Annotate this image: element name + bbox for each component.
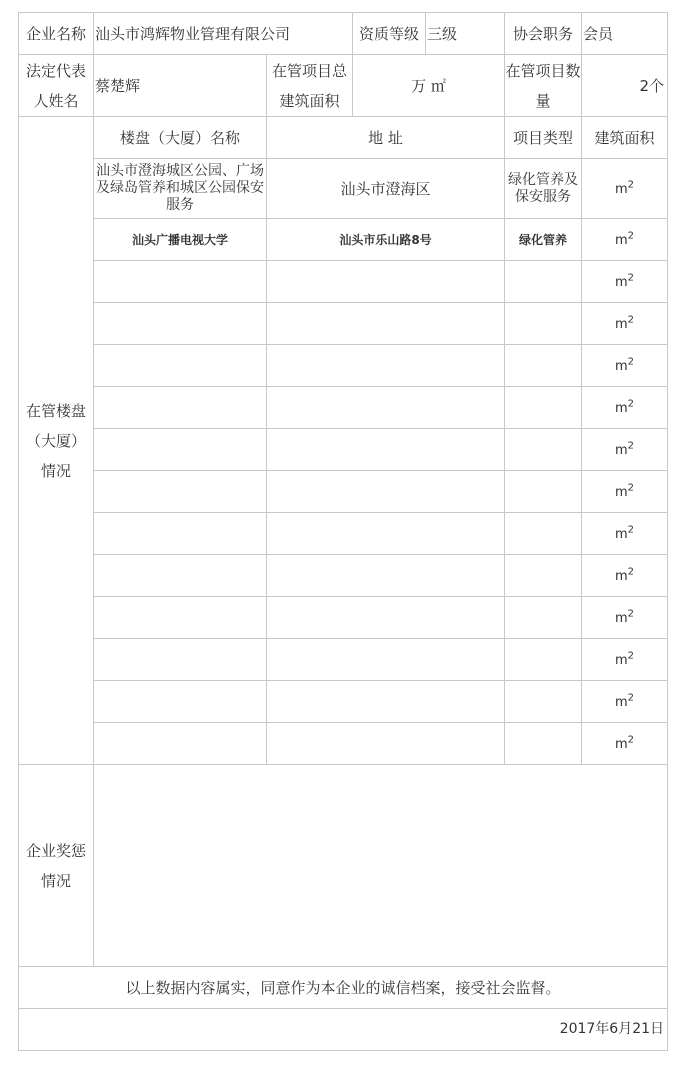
project-row [19,639,668,681]
area-unit [614,566,635,584]
area-unit-exponent: 2 [627,230,635,242]
projects-section-label: 在管楼盘（大厦）情况 [19,117,94,765]
project-count-value: 2个 [582,55,668,117]
awards-label: 企业奖惩情况 [19,765,94,967]
project-address-cell [267,723,505,765]
area-unit [614,356,635,374]
project-name-cell [94,429,267,471]
area-unit-base: m [614,610,628,626]
area-unit [614,398,635,416]
awards-content [94,765,668,967]
area-unit-base: m [614,232,628,248]
project-area-cell [582,387,668,429]
project-name-cell: 汕头广播电视大学 [94,219,267,261]
project-name-cell [94,639,267,681]
area-unit-base: m [614,316,628,332]
area-unit [614,692,635,710]
project-area-cell [582,513,668,555]
project-area-cell [582,429,668,471]
date-row [19,1009,668,1051]
projects-header-row [19,117,668,159]
project-area-cell [582,723,668,765]
qualification-value: 三级 [426,13,505,55]
area-unit-exponent: 2 [627,179,635,191]
project-address-cell [267,597,505,639]
project-address-cell [267,345,505,387]
total-area-value: 万 ㎡ [353,55,505,117]
area-unit-exponent: 2 [627,566,635,578]
area-unit [614,524,635,542]
area-unit-exponent: 2 [627,524,635,536]
project-type-cell [505,471,582,513]
project-address-cell: 汕头市澄海区 [267,159,505,219]
company-name-label: 企业名称 [19,13,94,55]
project-row [19,261,668,303]
area-unit [614,650,635,668]
project-name-cell [94,261,267,303]
company-row [19,13,668,55]
project-name-cell [94,471,267,513]
project-row [19,159,668,219]
area-unit [614,230,635,248]
project-type-cell [505,387,582,429]
area-unit-exponent: 2 [627,356,635,368]
area-unit-base: m [614,442,628,458]
column-header-address: 地 址 [267,117,505,159]
area-unit [614,608,635,626]
project-row [19,471,668,513]
project-row [19,681,668,723]
area-unit-exponent: 2 [627,440,635,452]
area-unit-base: m [614,274,628,290]
project-row [19,597,668,639]
declaration-row [19,967,668,1009]
area-unit [614,314,635,332]
project-type-cell [505,723,582,765]
signing-date: 2017年6月21日 [19,1009,668,1051]
project-type-cell: 绿化管养及保安服务 [505,159,582,219]
project-type-cell [505,597,582,639]
company-name-value: 汕头市鸿辉物业管理有限公司 [94,13,353,55]
project-area-cell [582,159,668,219]
project-type-cell [505,681,582,723]
area-unit-base: m [614,736,628,752]
project-type-cell [505,555,582,597]
project-address-cell [267,681,505,723]
project-row [19,555,668,597]
project-area-cell [582,345,668,387]
area-unit-base: m [614,181,628,197]
project-address-cell [267,513,505,555]
legal-rep-row [19,55,668,117]
project-area-cell [582,303,668,345]
area-unit-exponent: 2 [627,398,635,410]
project-area-cell [582,261,668,303]
association-value: 会员 [582,13,668,55]
project-row [19,723,668,765]
project-address-cell [267,261,505,303]
project-name-cell [94,681,267,723]
project-address-cell [267,555,505,597]
column-header-type: 项目类型 [505,117,582,159]
project-row [19,345,668,387]
project-row [19,513,668,555]
project-name-cell [94,723,267,765]
project-type-cell [505,429,582,471]
project-area-cell [582,555,668,597]
area-unit-base: m [614,694,628,710]
column-header-name: 楼盘（大厦）名称 [94,117,267,159]
association-label: 协会职务 [505,13,582,55]
project-name-cell [94,597,267,639]
project-type-cell [505,303,582,345]
area-unit-exponent: 2 [627,314,635,326]
project-address-cell [267,639,505,681]
project-name-cell [94,513,267,555]
project-type-cell: 绿化管养 [505,219,582,261]
legal-rep-value: 蔡楚辉 [94,55,267,117]
total-area-label: 在管项目总建筑面积 [267,55,353,117]
area-unit-exponent: 2 [627,272,635,284]
project-type-cell [505,345,582,387]
area-unit-exponent: 2 [627,482,635,494]
project-area-cell [582,471,668,513]
project-address-cell [267,471,505,513]
project-address-cell [267,429,505,471]
project-name-cell [94,555,267,597]
area-unit [614,440,635,458]
project-area-cell [582,681,668,723]
area-unit-exponent: 2 [627,650,635,662]
area-unit-exponent: 2 [627,692,635,704]
project-name-cell [94,345,267,387]
area-unit-exponent: 2 [627,734,635,746]
project-address-cell [267,303,505,345]
project-address-cell: 汕头市乐山路8号 [267,219,505,261]
project-address-cell [267,387,505,429]
enterprise-info-table [18,12,668,1051]
area-unit [614,734,635,752]
project-area-cell [582,639,668,681]
project-row [19,303,668,345]
project-count-label: 在管项目数量 [505,55,582,117]
project-name-cell [94,387,267,429]
project-type-cell [505,261,582,303]
legal-rep-label: 法定代表人姓名 [19,55,94,117]
area-unit [614,272,635,290]
project-row [19,429,668,471]
project-type-cell [505,513,582,555]
area-unit-exponent: 2 [627,608,635,620]
area-unit-base: m [614,568,628,584]
column-header-area: 建筑面积 [582,117,668,159]
awards-row [19,765,668,967]
area-unit-base: m [614,652,628,668]
project-name-cell [94,303,267,345]
qualification-label: 资质等级 [353,13,426,55]
declaration-text: 以上数据内容属实，同意作为本企业的诚信档案，接受社会监督。 [19,967,668,1009]
project-row [19,387,668,429]
project-row [19,219,668,261]
area-unit-base: m [614,484,628,500]
area-unit-base: m [614,526,628,542]
project-name-cell: 汕头市澄海城区公园、广场及绿岛管养和城区公园保安服务 [94,159,267,219]
project-area-cell [582,597,668,639]
area-unit-base: m [614,358,628,374]
area-unit [614,482,635,500]
project-area-cell [582,219,668,261]
area-unit [614,179,635,197]
project-type-cell [505,639,582,681]
area-unit-base: m [614,400,628,416]
